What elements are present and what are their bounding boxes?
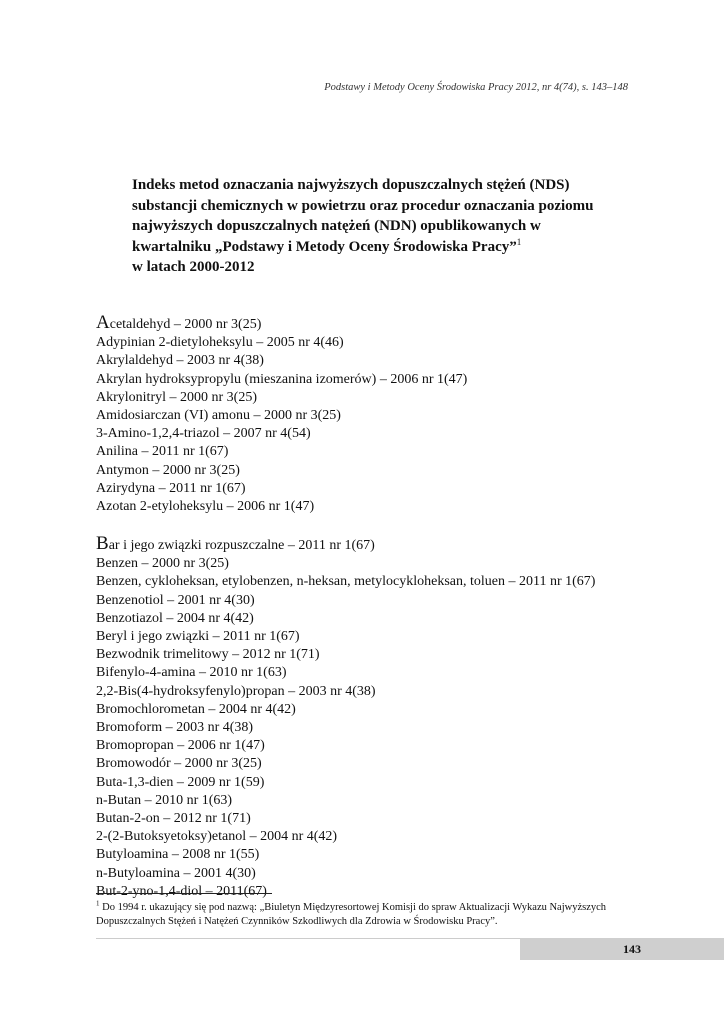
index-entry: Azirydyna – 2011 nr 1(67) xyxy=(96,480,246,496)
index-entry xyxy=(96,533,696,555)
index-entry: n-Butan – 2010 nr 1(63) xyxy=(96,792,233,808)
index-entry: Benzen – 2000 nr 3(25) xyxy=(96,556,229,572)
footnote-divider xyxy=(96,893,272,894)
title-line: najwyższych dopuszczalnych natężeń (NDN) opublikowanych w xyxy=(132,218,541,234)
index-entry: Benzen, cykloheksan, etylobenzen, n-heksan, metylocykloheksan, toluen – 2011 nr 1(67) xyxy=(96,574,596,590)
entry-text: ar i jego związki rozpuszczalne – 2011 nr 1(67) xyxy=(108,538,375,553)
index-entry: Bromowodór – 2000 nr 3(25) xyxy=(96,756,262,772)
title-footnote-marker: 1 xyxy=(516,236,522,247)
index-entry: Benzenotiol – 2001 nr 4(30) xyxy=(96,592,255,608)
entry-text: cetaldehyd – 2000 nr 3(25) xyxy=(109,317,262,332)
index-entry: Adypinian 2-dietyloheksylu – 2005 nr 4(46) xyxy=(96,335,344,351)
index-entry: Butan-2-on – 2012 nr 1(71) xyxy=(96,811,251,827)
index-entry: Butyloamina – 2008 nr 1(55) xyxy=(96,847,260,863)
title-line: substancji chemicznych w powietrzu oraz procedur oznaczania poziomu xyxy=(132,197,594,214)
section-b xyxy=(96,533,696,901)
index-entry: Bezwodnik trimelitowy – 2012 nr 1(71) xyxy=(96,647,320,663)
index-entry: 2-(2-Butoksyetoksy)etanol – 2004 nr 4(42) xyxy=(96,829,338,845)
index-entry: Anilina – 2011 nr 1(67) xyxy=(96,444,229,460)
index-entry xyxy=(96,312,696,334)
title-line: Indeks metod oznaczania najwyższych dopuszczalnych stężeń (NDS) xyxy=(132,177,570,193)
title-line xyxy=(132,237,632,258)
index-entry: 2,2-Bis(4-hydroksyfenylo)propan – 2003 nr 4(38) xyxy=(96,683,376,699)
title-line: w latach 2000-2012 xyxy=(132,259,255,275)
footnote xyxy=(96,901,656,929)
index-entry: Buta-1,3-dien – 2009 nr 1(59) xyxy=(96,774,265,790)
section-a xyxy=(96,312,696,516)
section-initial: A xyxy=(96,312,110,333)
index-entry: Bromochlorometan – 2004 nr 4(42) xyxy=(96,701,296,717)
footnote-marker: 1 xyxy=(96,899,100,908)
index-entry: Beryl i jego związki – 2011 nr 1(67) xyxy=(96,629,300,645)
index-entry: Bromopropan – 2006 nr 1(47) xyxy=(96,738,265,754)
index-entry: Bifenylo-4-amina – 2010 nr 1(63) xyxy=(96,665,287,681)
footnote-text: Do 1994 r. ukazujący się pod nazwą: „Biuletyn Międzyresortowej Komisji do spraw Aktualizacji Wykazu Najwyższych Dopuszczalnych Stężeń i Natężeń Czynników Szkodliwych dla Zdrowia w Środowisku Pracy”. xyxy=(96,902,607,927)
index-entry: Amidosiarczan (VI) amonu – 2000 nr 3(25) xyxy=(96,408,341,424)
index-entry: Akrylan hydroksypropylu (mieszanina izomerów) – 2006 nr 1(47) xyxy=(96,371,468,387)
index-entry: Bromoform – 2003 nr 4(38) xyxy=(96,720,254,736)
section-initial: B xyxy=(96,533,109,554)
index-entry: n-Butyloamina – 2001 4(30) xyxy=(96,865,256,881)
index-entry: Akrylonitryl – 2000 nr 3(25) xyxy=(96,389,257,405)
document-title xyxy=(132,175,632,278)
page-number: 143 xyxy=(520,938,724,960)
index-entry: Benzotiazol – 2004 nr 4(42) xyxy=(96,610,254,626)
index-entry: 3-Amino-1,2,4-triazol – 2007 nr 4(54) xyxy=(96,426,311,442)
index-entry: Akrylaldehyd – 2003 nr 4(38) xyxy=(96,353,264,369)
index-entry: Azotan 2-etyloheksylu – 2006 nr 1(47) xyxy=(96,499,315,515)
index-entry: But-2-yno-1,4-diol – 2011(67) xyxy=(96,883,267,899)
running-header: Podstawy i Metody Oceny Środowiska Pracy 2012, nr 4(74), s. 143–148 xyxy=(324,82,628,93)
index-entry: Antymon – 2000 nr 3(25) xyxy=(96,462,240,478)
title-line-text: kwartalniku „Podstawy i Metody Oceny Środowiska Pracy” xyxy=(132,238,517,255)
